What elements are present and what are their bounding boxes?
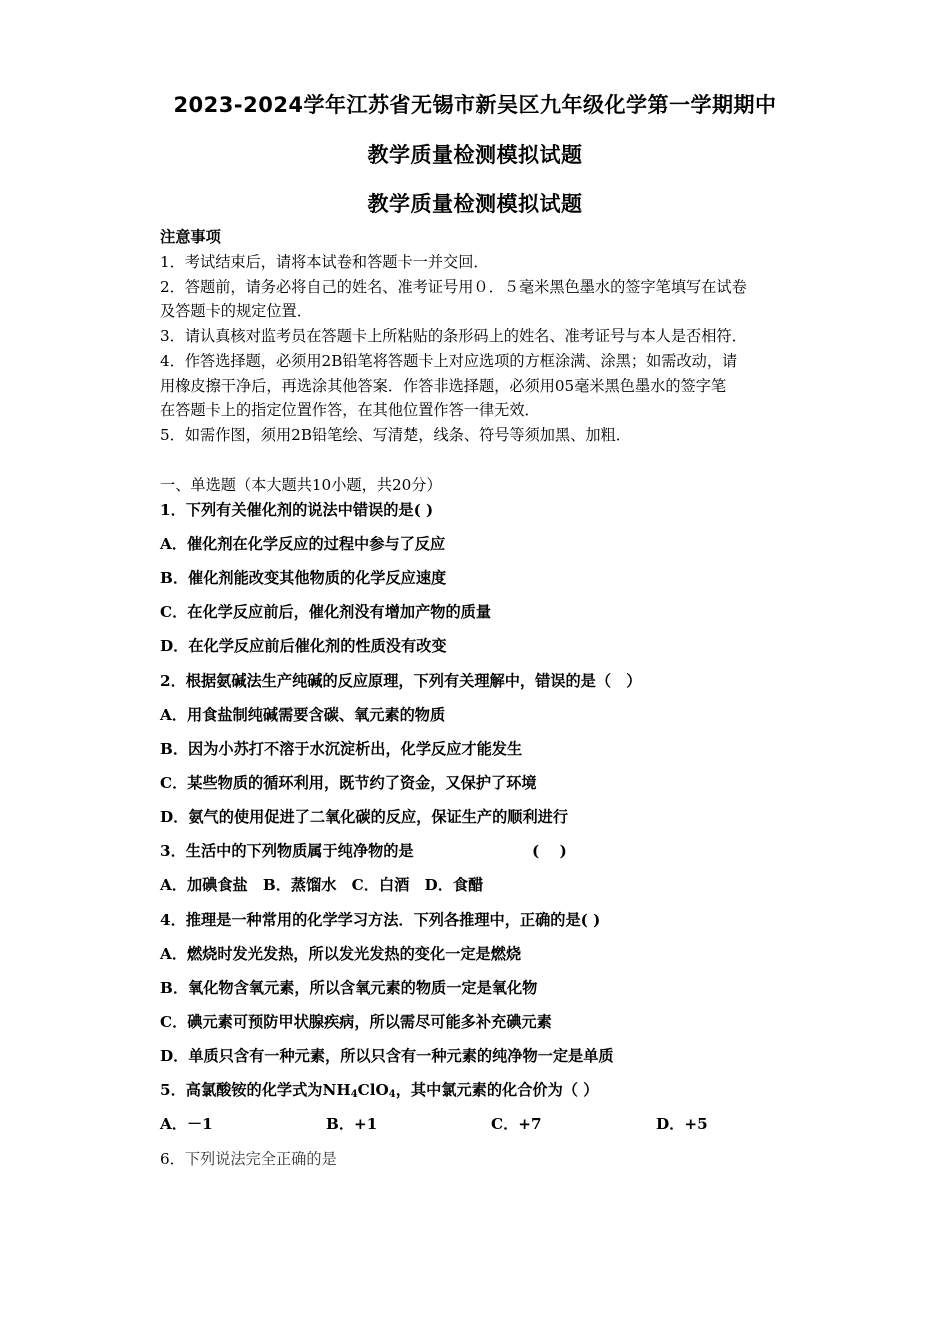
q4-option-a: A．燃烧时发光发热，所以发光发热的变化一定是燃烧: [160, 945, 522, 963]
exam-title-line1: 2023-2024学年江苏省无锡市新吴区九年级化学第一学期期中: [173, 93, 777, 117]
notice-heading: 注意事项: [160, 228, 221, 246]
q3-stem: 3．生活中的下列物质属于纯净物的是: [160, 842, 414, 860]
exam-title-line2: 教学质量检测模拟试题: [367, 143, 583, 167]
q4-stem: 4．推理是一种常用的化学学习方法．下列各推理中，正确的是( ): [160, 911, 601, 929]
q5-stem: [160, 1080, 598, 1105]
q6-text: 下列说法完全正确的是: [184, 1150, 337, 1168]
q2-option-c: C．某些物质的循环利用，既节约了资金，又保护了环境: [160, 774, 537, 792]
q5-option-c: C．+7: [491, 1115, 542, 1133]
notice-line-5: 4．作答选择题，必须用2B铅笔将答题卡上对应选项的方框涂满、涂黑；如需改动，请: [160, 352, 738, 370]
notice-line-6: 用橡皮擦干净后，再选涂其他答案．作答非选择题，必须用05毫米黑色墨水的签字笔: [160, 377, 727, 395]
q1-option-c: C．在化学反应前后，催化剂没有增加产物的质量: [160, 603, 492, 621]
q4-option-c: C．碘元素可预防甲状腺疾病，所以需尽可能多补充碘元素: [160, 1013, 552, 1031]
q5-option-d: D．+5: [656, 1115, 708, 1133]
q3-options: A．加碘食盐 B．蒸馏水 C．白酒 D．食醋: [160, 876, 484, 894]
q4-option-d: D．单质只含有一种元素，所以只含有一种元素的纯净物一定是单质: [160, 1047, 614, 1065]
q2-option-b: B．因为小苏打不溶于水沉淀析出，化学反应才能发生: [160, 740, 523, 758]
q5-option-a: A．－1: [160, 1115, 213, 1133]
notice-line-2: 2．答题前，请务必将自己的姓名、准考证号用０．５毫米黑色墨水的签字笔填写在试卷: [160, 278, 747, 296]
notice-line-4: 3．请认真核对监考员在答题卡上所粘贴的条形码上的姓名、准考证号与本人是否相符．: [160, 327, 747, 345]
notice-line-1: 1．考试结束后，请将本试卷和答题卡一并交回．: [160, 253, 489, 271]
notice-line-8: 5．如需作图，须用2B铅笔绘、写清楚，线条、符号等须加黑、加粗．: [160, 426, 631, 444]
q5-stem-post: ，其中氯元素的化合价为（ ）: [395, 1081, 599, 1099]
q5-sub-1: 4: [350, 1089, 358, 1100]
q3-answer-paren: ( ): [532, 842, 567, 860]
q1-stem: 1．下列有关催化剂的说法中错误的是( ): [160, 501, 434, 519]
q1-option-b: B．催化剂能改变其他物质的化学反应速度: [160, 569, 447, 587]
q6-number: 6．: [160, 1150, 185, 1168]
section-heading: 一、单选题（本大题共10小题，共20分）: [160, 476, 442, 494]
q1-option-d: D．在化学反应前后催化剂的性质没有改变: [160, 637, 447, 655]
q5-stem-pre: 5．高氯酸铵的化学式为NH: [160, 1081, 351, 1099]
q4-option-b: B．氧化物含氧元素，所以含氧元素的物质一定是氧化物: [160, 979, 538, 997]
notice-line-3: 及答题卡的规定位置．: [160, 302, 312, 320]
exam-title-line3: 教学质量检测模拟试题: [367, 192, 583, 216]
q1-option-a: A．催化剂在化学反应的过程中参与了反应: [160, 535, 446, 553]
q2-option-d: D．氨气的使用促进了二氧化碳的反应，保证生产的顺利进行: [160, 808, 569, 826]
q2-stem: 2．根据氨碱法生产纯碱的反应原理，下列有关理解中，错误的是（ ）: [160, 672, 642, 690]
q5-sub-2: 4: [388, 1089, 396, 1100]
q5-option-b: B．+1: [326, 1115, 378, 1133]
q5-stem-mid: ClO: [357, 1081, 389, 1099]
q2-option-a: A．用食盐制纯碱需要含碳、氧元素的物质: [160, 706, 446, 724]
notice-line-7: 在答题卡上的指定位置作答，在其他位置作答一律无效．: [160, 401, 540, 419]
q6-stem: [160, 1149, 337, 1169]
